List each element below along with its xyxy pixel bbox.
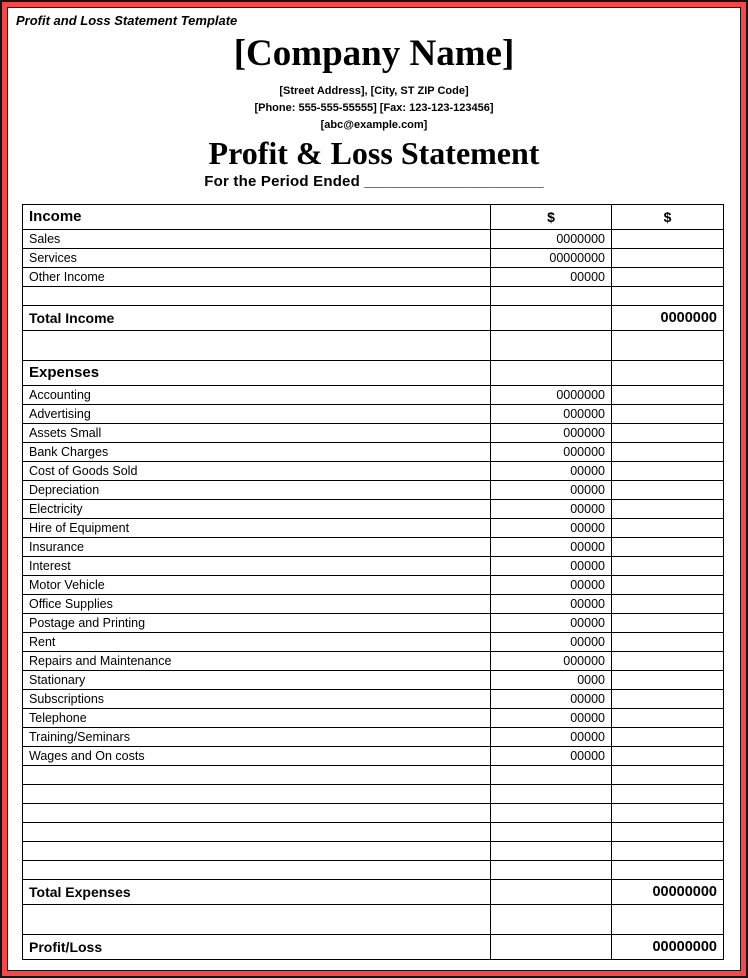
row-label [23,330,491,360]
row-label: Wages and On costs [23,746,491,765]
amount-cell: 00000 [491,499,612,518]
amount-cell [491,860,612,879]
amount-cell: 00000 [491,537,612,556]
total-cell [612,360,724,385]
table-row [23,803,724,822]
table-row [23,248,724,267]
row-label [23,822,491,841]
total-cell [612,229,724,248]
total-cell [612,670,724,689]
row-label: Electricity [23,499,491,518]
table-row [23,651,724,670]
table-row [23,499,724,518]
total-cell [612,537,724,556]
table-row [23,556,724,575]
amount-cell [491,784,612,803]
row-label: Telephone [23,708,491,727]
total-cell [612,286,724,305]
row-label: Income [23,204,491,229]
amount-cell [491,803,612,822]
amount-cell [491,879,612,904]
total-cell [612,385,724,404]
total-cell [612,461,724,480]
row-label: Accounting [23,385,491,404]
row-label: Office Supplies [23,594,491,613]
table-row [23,267,724,286]
amount-cell [491,360,612,385]
amount-cell: 000000 [491,423,612,442]
table-row [23,204,724,229]
amount-cell: 00000 [491,632,612,651]
row-label: Assets Small [23,423,491,442]
total-cell: 00000000 [612,879,724,904]
total-cell [612,746,724,765]
total-cell [612,575,724,594]
row-label [23,784,491,803]
total-cell [612,708,724,727]
total-cell [612,822,724,841]
row-label [23,765,491,784]
row-label: Depreciation [23,480,491,499]
amount-cell: 00000 [491,746,612,765]
table-row [23,518,724,537]
contact-block [8,83,740,134]
table-row [23,708,724,727]
amount-cell: 0000 [491,670,612,689]
total-cell: $ [612,204,724,229]
row-label: Cost of Goods Sold [23,461,491,480]
phone-fax-line: [Phone: 555-555-55555] [Fax: 123-123-123456] [254,101,494,114]
amount-cell [491,904,612,934]
amount-cell: 00000 [491,689,612,708]
row-label: Bank Charges [23,442,491,461]
amount-cell: 00000 [491,613,612,632]
row-label [23,904,491,934]
total-cell [612,689,724,708]
row-label [23,841,491,860]
table-row [23,385,724,404]
amount-cell [491,286,612,305]
row-label: Profit/Loss [23,934,491,959]
table-row [23,594,724,613]
table-row [23,904,724,934]
table-row [23,461,724,480]
amount-cell: 00000 [491,556,612,575]
amount-cell [491,305,612,330]
table-row [23,727,724,746]
row-label [23,860,491,879]
document-page [7,7,741,971]
amount-cell: 00000 [491,594,612,613]
total-cell [612,423,724,442]
amount-cell: 00000 [491,518,612,537]
total-cell: 00000000 [612,934,724,959]
row-label: Services [23,248,491,267]
table-row [23,689,724,708]
amount-cell: 00000000 [491,248,612,267]
document-header [8,8,740,190]
table-row [23,860,724,879]
table-row [23,879,724,904]
table-row [23,423,724,442]
row-label: Stationary [23,670,491,689]
table-row [23,575,724,594]
amount-cell: 00000 [491,267,612,286]
amount-cell: 000000 [491,651,612,670]
amount-cell: $ [491,204,612,229]
table-row [23,784,724,803]
amount-cell [491,330,612,360]
row-label: Interest [23,556,491,575]
total-cell [612,765,724,784]
address-line: [Street Address], [City, ST ZIP Code] [279,84,469,97]
total-cell [612,594,724,613]
total-cell [612,248,724,267]
table-row [23,537,724,556]
total-cell [612,404,724,423]
row-label: Rent [23,632,491,651]
row-label: Subscriptions [23,689,491,708]
statement-title: Profit & Loss Statement [208,134,540,171]
table-row [23,822,724,841]
table-row [23,442,724,461]
total-cell [612,803,724,822]
amount-cell: 00000 [491,461,612,480]
total-cell [612,518,724,537]
table-row [23,305,724,330]
table-row [23,480,724,499]
total-cell [612,613,724,632]
row-label: Advertising [23,404,491,423]
table-row [23,330,724,360]
table-row [23,765,724,784]
amount-cell: 00000 [491,727,612,746]
total-cell [612,860,724,879]
row-label: Insurance [23,537,491,556]
amount-cell: 00000 [491,708,612,727]
table-row [23,404,724,423]
amount-cell [491,765,612,784]
table-row [23,934,724,959]
table-row [23,360,724,385]
amount-cell [491,822,612,841]
row-label: Sales [23,229,491,248]
total-cell [612,267,724,286]
amount-cell: 00000 [491,575,612,594]
row-label [23,286,491,305]
row-label: Total Income [23,305,491,330]
amount-cell [491,841,612,860]
row-label: Expenses [23,360,491,385]
row-label: Other Income [23,267,491,286]
profit-loss-table-body [23,204,724,959]
row-label: Repairs and Maintenance [23,651,491,670]
table-row [23,229,724,248]
total-cell [612,556,724,575]
amount-cell: 000000 [491,404,612,423]
page-border-red [2,2,746,976]
profit-loss-table [22,204,724,960]
total-cell [612,632,724,651]
total-cell [612,784,724,803]
amount-cell: 00000 [491,480,612,499]
total-cell [612,330,724,360]
table-row [23,632,724,651]
row-label [23,803,491,822]
total-cell [612,651,724,670]
table-row [23,746,724,765]
row-label: Total Expenses [23,879,491,904]
row-label: Postage and Printing [23,613,491,632]
row-label: Hire of Equipment [23,518,491,537]
amount-cell: 000000 [491,442,612,461]
table-row [23,286,724,305]
template-title: Profit and Loss Statement Template [16,13,238,28]
row-label: Motor Vehicle [23,575,491,594]
row-label: Training/Seminars [23,727,491,746]
table-row [23,613,724,632]
amount-cell: 0000000 [491,385,612,404]
table-row [23,670,724,689]
total-cell [612,904,724,934]
total-cell [612,442,724,461]
total-cell [612,841,724,860]
total-cell: 0000000 [612,305,724,330]
total-cell [612,480,724,499]
total-cell [612,499,724,518]
total-cell [612,727,724,746]
amount-cell [491,934,612,959]
table-row [23,841,724,860]
period-ended-line: For the Period Ended _____________________ [204,172,544,190]
amount-cell: 0000000 [491,229,612,248]
email-line: [abc@example.com] [320,118,428,131]
company-name: [Company Name] [233,33,515,74]
